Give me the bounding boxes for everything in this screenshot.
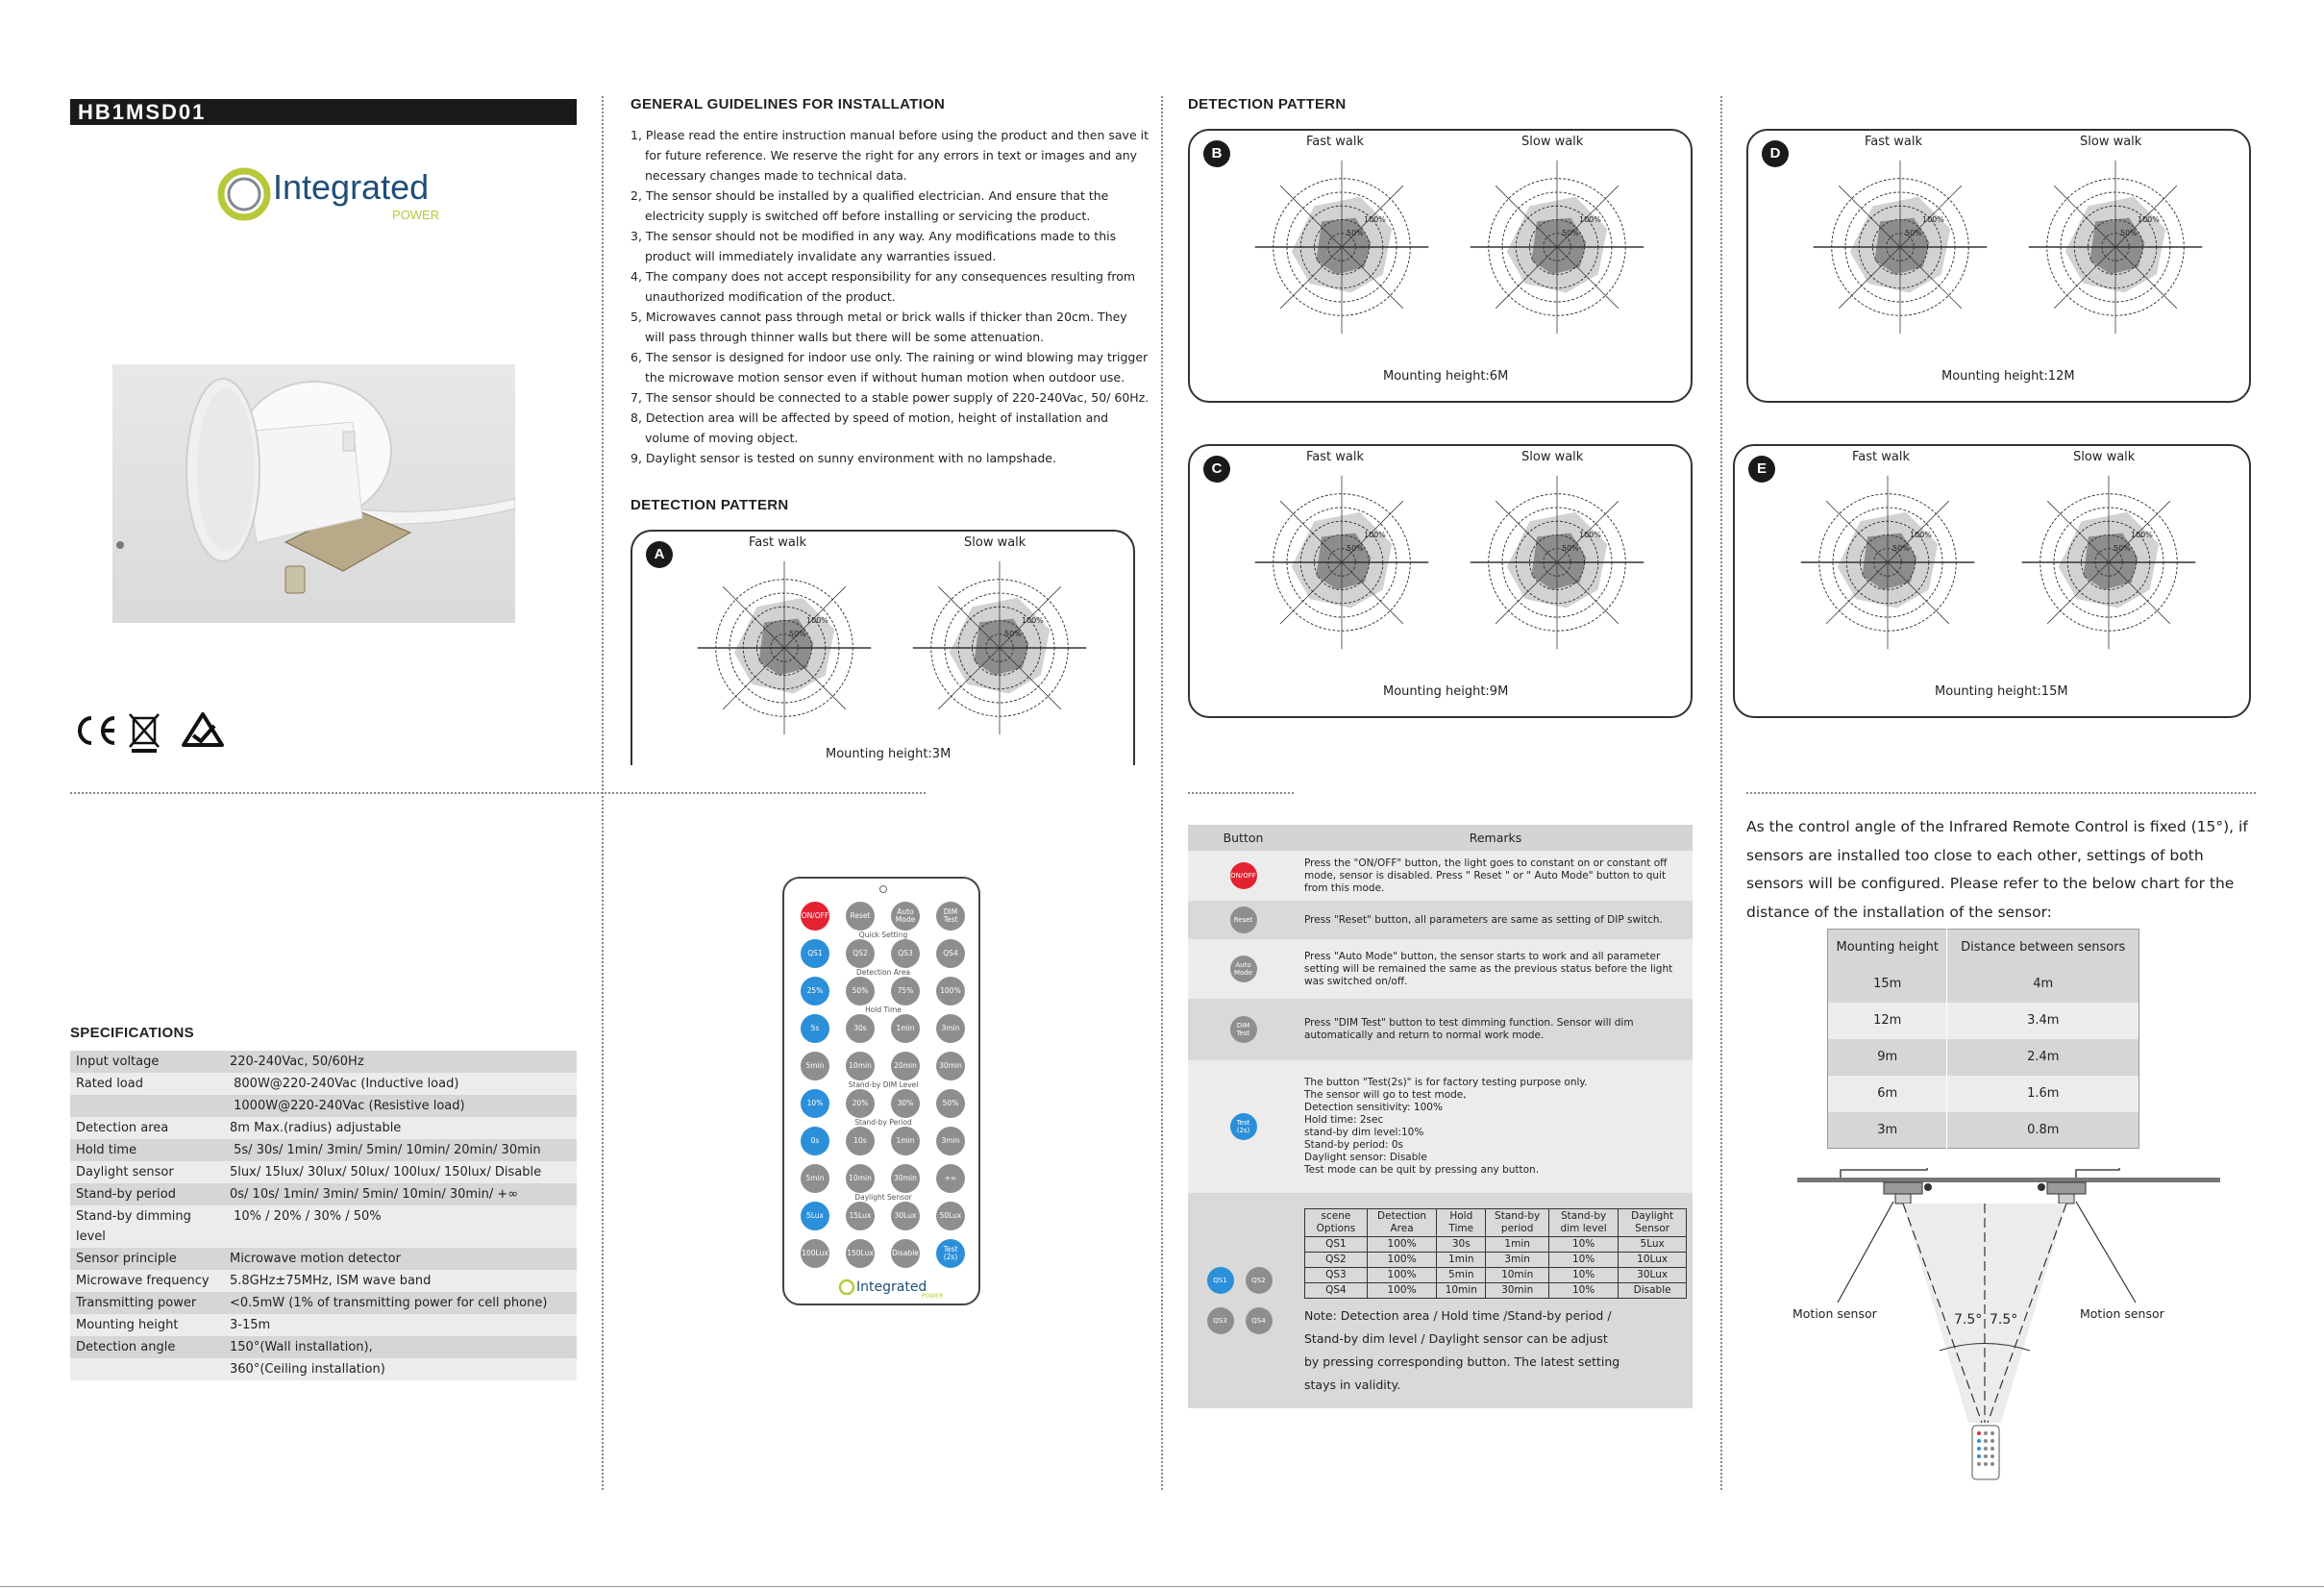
scene-row: [1305, 1237, 1687, 1253]
slow-walk-label: Slow walk: [2080, 135, 2142, 149]
remote-button[interactable]: QS4: [936, 939, 965, 968]
angle-label-left: 7.5°: [1954, 1312, 1983, 1328]
mounting-height-cell: 9m: [1828, 1039, 1947, 1076]
remote-button[interactable]: 5s: [801, 1014, 829, 1043]
reset-button[interactable]: Reset: [1230, 906, 1257, 933]
fold-line-h-right: [1746, 792, 2256, 794]
scene-cell: 10%: [1548, 1253, 1618, 1268]
polar-diagram: [1796, 471, 1979, 654]
reset-remark: Press "Reset" button, all parameters are same as setting of DIP switch.: [1298, 901, 1693, 939]
spec-value: Microwave motion detector: [224, 1248, 577, 1270]
slow-walk-label: Slow walk: [2073, 450, 2136, 464]
polar-diagram: [1466, 471, 1648, 654]
scene-cell: 5Lux: [1619, 1237, 1687, 1253]
distance-row: [1828, 1039, 2139, 1076]
guideline-item: 1, Please read the entire instruction manual before using the product and then save it for future reference. We reserve the right for any errors in text or images and any necessary changes made to technical data.: [630, 128, 1149, 183]
guideline-item: 5, Microwaves cannot pass through metal or brick walls if thicker than 20cm. They will pass through thinner walls but there will be some attenuation.: [630, 310, 1127, 344]
remote-button[interactable]: 50Lux: [936, 1202, 965, 1230]
scene-cell: 100%: [1367, 1253, 1436, 1268]
fast-walk-label: Fast walk: [1306, 135, 1364, 149]
coverage-percent-label: 100%: [1579, 215, 1601, 224]
spec-key: Daylight sensor: [70, 1161, 224, 1183]
spec-key: Input voltage: [70, 1051, 224, 1073]
ir-emitter-icon: [879, 885, 887, 893]
test-line: Detection sensitivity: 100%: [1304, 1102, 1443, 1113]
mounting-height-label: Mounting height:12M: [1941, 369, 2075, 384]
spec-row: [70, 1161, 577, 1183]
scene-cell: 5min: [1437, 1268, 1486, 1283]
distance-row: [1828, 1003, 2139, 1039]
polar-diagram: [1250, 471, 1433, 654]
fast-walk-label: Fast walk: [1852, 450, 1910, 464]
coverage-percent-label: 50%: [1004, 630, 1022, 638]
spec-row: [70, 1292, 577, 1314]
remote-button[interactable]: 1min: [891, 1014, 920, 1043]
remote-button[interactable]: 20%: [846, 1089, 875, 1118]
scene-row: [1305, 1253, 1687, 1268]
fast-walk-pattern: [1796, 471, 1979, 654]
remote-button[interactable]: 50%: [936, 1089, 965, 1118]
guideline-item: 7, The sensor should be connected to a stable power supply of 220-240Vac, 50/ 60Hz.: [630, 390, 1150, 405]
coverage-percent-label: 100%: [1579, 531, 1601, 539]
scene-cell: 100%: [1367, 1268, 1436, 1283]
detection-pattern-heading-a: DETECTION PATTERN: [630, 497, 789, 513]
coverage-percent-label: 50%: [1892, 544, 1910, 553]
spec-value: 0s/ 10s/ 1min/ 3min/ 5min/ 10min/ 30min/ +∞: [224, 1183, 577, 1205]
spec-key: Transmitting power: [70, 1292, 224, 1314]
distance-cell: 1.6m: [1947, 1076, 2139, 1112]
test-line: stand-by dim level:10%: [1304, 1127, 1424, 1138]
coverage-percent-label: 100%: [1364, 215, 1386, 224]
pattern-letter-badge: B: [1203, 140, 1230, 167]
scene-header: Stand-by period: [1486, 1209, 1549, 1237]
scene-cell: 100%: [1367, 1237, 1436, 1253]
remote-section-label: Daylight Sensor: [854, 1193, 912, 1202]
scene-header: Detection Area: [1367, 1209, 1436, 1237]
remote-button[interactable]: 5Lux: [801, 1202, 829, 1230]
logo-ring-icon: [213, 161, 279, 227]
spec-value: 3-15m: [224, 1314, 577, 1336]
remote-button[interactable]: 15Lux: [846, 1202, 875, 1230]
spec-value: <0.5mW (1% of transmitting power for cell phone): [224, 1292, 577, 1314]
remote-button[interactable]: 20min: [891, 1052, 920, 1080]
remote-button[interactable]: 3min: [936, 1127, 965, 1155]
remote-button[interactable]: 75%: [891, 977, 920, 1006]
fast-walk-label: Fast walk: [749, 535, 806, 550]
weee-bin-icon: [130, 714, 159, 753]
scene-header: Hold Time: [1437, 1209, 1486, 1237]
remote-button[interactable]: Auto Mode: [891, 902, 920, 931]
spec-value: 8m Max.(radius) adjustable: [224, 1117, 577, 1139]
detection-pattern-heading: DETECTION PATTERN: [1188, 96, 1347, 112]
remote-button[interactable]: 10min: [846, 1052, 875, 1080]
pattern-box-b: [1188, 129, 1693, 403]
coverage-percent-label: 100%: [1910, 531, 1932, 539]
remote-button[interactable]: 30min: [891, 1164, 920, 1193]
model-title: HB1MSD01: [70, 99, 577, 125]
spec-row: [70, 1051, 577, 1073]
test-2s-button[interactable]: Test (2s): [1230, 1113, 1257, 1140]
slow-walk-pattern: [2017, 471, 2200, 654]
remote-logo-ring-icon: [837, 1278, 856, 1297]
spec-value: 220-240Vac, 50/60Hz: [224, 1051, 577, 1073]
spec-row: [70, 1248, 577, 1270]
slow-walk-pattern: [2024, 156, 2207, 338]
guideline-item: 3, The sensor should not be modified in any way. Any modifications made to this product will immediately invalidate any warranties issued.: [630, 229, 1117, 263]
mounting-height-label: Mounting height:6M: [1383, 369, 1509, 384]
distance-table: [1827, 929, 2139, 1149]
coverage-percent-label: 50%: [1347, 229, 1364, 237]
coverage-percent-label: 100%: [806, 616, 828, 625]
qs3-button[interactable]: QS3: [1207, 1307, 1234, 1334]
qs1-button[interactable]: QS1: [1207, 1267, 1234, 1294]
fold-line-3: [1720, 96, 1722, 1490]
remote-section-label: Detection Area: [855, 968, 911, 977]
remote-button[interactable]: Test (2s): [936, 1239, 965, 1268]
scene-header: scene Options: [1305, 1209, 1368, 1237]
remote-button[interactable]: Disable: [891, 1239, 920, 1268]
pattern-letter-badge: D: [1762, 140, 1789, 167]
remote-button[interactable]: 150Lux: [846, 1239, 875, 1268]
remote-button[interactable]: 100%: [936, 977, 965, 1006]
remote-button[interactable]: 30s: [846, 1014, 875, 1043]
distance-row: [1828, 1112, 2139, 1149]
remote-button[interactable]: QS3: [891, 939, 920, 968]
angle-label-right: 7.5°: [1990, 1312, 2018, 1328]
scene-cell: QS3: [1305, 1268, 1368, 1283]
scene-cell: 10min: [1486, 1268, 1549, 1283]
remote-section-label: Stand-by Period: [854, 1118, 912, 1127]
specifications-table: [70, 1051, 577, 1380]
remote-button[interactable]: 100Lux: [801, 1239, 829, 1268]
fast-walk-pattern: [1250, 471, 1433, 654]
remote-button[interactable]: 50%: [846, 977, 875, 1006]
scene-cell: 10%: [1548, 1268, 1618, 1283]
scene-cell: 30s: [1437, 1237, 1486, 1253]
spec-row: [70, 1183, 577, 1205]
remote-button[interactable]: QS1: [801, 939, 829, 968]
spec-value: 5.8GHz±75MHz, ISM wave band: [224, 1270, 577, 1292]
fold-line-h-mid: [1188, 792, 1294, 794]
coverage-percent-label: 50%: [1347, 544, 1364, 553]
scene-cell: 30Lux: [1619, 1268, 1687, 1283]
remote-section-label: Stand-by DIM Level: [848, 1080, 919, 1089]
test-line: Hold time: 2sec: [1304, 1114, 1384, 1126]
onoff-remark: Press the "ON/OFF" button, the light goes to constant on or constant off mode, sensor is disabled. Press " Reset " or " Auto Mode" button to quit from this mode.: [1298, 851, 1693, 901]
test-line: Stand-by period: 0s: [1304, 1139, 1404, 1151]
scene-cell: 100%: [1367, 1283, 1436, 1299]
remarks-col-header: Remarks: [1298, 825, 1693, 851]
left-sensor-icon: [1884, 1182, 1932, 1204]
remote-button[interactable]: +∞: [936, 1164, 965, 1193]
pattern-box-a: [630, 530, 1135, 765]
scene-header: Stand-by dim level: [1548, 1209, 1618, 1237]
scene-cell: 10min: [1437, 1283, 1486, 1299]
specifications-heading: SPECIFICATIONS: [70, 1025, 194, 1041]
spec-key: Sensor principle: [70, 1248, 224, 1270]
mounting-height-cell: 6m: [1828, 1076, 1947, 1112]
distance-row: [1828, 966, 2139, 1003]
button-col-header: Button: [1188, 825, 1298, 851]
spec-key: Stand-by period: [70, 1183, 224, 1205]
fast-walk-label: Fast walk: [1865, 135, 1922, 149]
spec-row: [70, 1336, 577, 1358]
pattern-letter-badge: A: [646, 541, 673, 568]
fast-walk-pattern: [1809, 156, 1991, 338]
distance-cell: 0.8m: [1947, 1112, 2139, 1149]
distance-row: [1828, 1076, 2139, 1112]
spec-key: Detection area: [70, 1117, 224, 1139]
remote-button[interactable]: 3min: [936, 1014, 965, 1043]
scene-cell: 3min: [1486, 1253, 1549, 1268]
spec-row: [70, 1205, 577, 1248]
coverage-percent-label: 50%: [2114, 544, 2131, 553]
pattern-box-e: [1733, 444, 2251, 718]
remote-logo: [837, 1277, 944, 1300]
polar-diagram: [2024, 156, 2207, 338]
slow-walk-label: Slow walk: [964, 535, 1026, 550]
remote-button[interactable]: Reset: [846, 902, 875, 931]
qs4-button[interactable]: QS4: [1246, 1307, 1273, 1334]
scene-cell: QS2: [1305, 1253, 1368, 1268]
mounting-height-label: Mounting height:9M: [1383, 684, 1509, 699]
guideline-item: 4, The company does not accept responsibility for any consequences resulting from unauthorized modification of the product.: [630, 269, 1136, 304]
fold-line-2: [1161, 96, 1163, 1490]
scene-cell: 30min: [1486, 1283, 1549, 1299]
spec-key: Stand-by dimming level: [70, 1205, 224, 1248]
logo-subtext: POWER: [392, 208, 440, 222]
remote-mini-icon: [1972, 1426, 1999, 1479]
remote-button[interactable]: 5min: [801, 1052, 829, 1080]
distance-header: Distance between sensors: [1947, 930, 2139, 966]
polar-diagram: [693, 557, 876, 739]
remote-section-label: Quick Setting: [858, 931, 908, 939]
pattern-letter-badge: E: [1748, 456, 1775, 483]
distance-cell: 4m: [1947, 966, 2139, 1003]
guidelines-list: [630, 125, 1150, 468]
spec-value: 5lux/ 15lux/ 30lux/ 50lux/ 100lux/ 150lux/ Disable: [224, 1161, 577, 1183]
mounting-height-cell: 12m: [1828, 1003, 1947, 1039]
mounting-height-cell: 3m: [1828, 1112, 1947, 1149]
polar-diagram: [1250, 156, 1433, 338]
test-line: Test mode can be quit by pressing any button.: [1304, 1164, 1540, 1176]
dim-test-remark: Press "DIM Test" button to test dimming function. Sensor will dim automatically and return to normal work mode.: [1298, 999, 1693, 1060]
scene-cell: 10%: [1548, 1237, 1618, 1253]
auto-mode-button[interactable]: Auto Mode: [1230, 956, 1257, 982]
spec-row: [70, 1095, 577, 1117]
slow-walk-label: Slow walk: [1521, 450, 1584, 464]
slow-walk-pattern: [908, 557, 1091, 739]
general-guidelines-heading: GENERAL GUIDELINES FOR INSTALLATION: [630, 96, 946, 112]
scene-header: Daylight Sensor: [1619, 1209, 1687, 1237]
scene-cell: Disable: [1619, 1283, 1687, 1299]
spec-key: Rated load: [70, 1073, 224, 1095]
onoff-button[interactable]: ON/OFF: [1230, 862, 1257, 889]
spec-value: 1000W@220-240Vac (Resistive load): [224, 1095, 577, 1117]
coverage-percent-label: 50%: [1562, 544, 1579, 553]
test-line: Daylight sensor: Disable: [1304, 1152, 1427, 1163]
spec-key: Detection angle: [70, 1336, 224, 1358]
guideline-item: 8, Detection area will be affected by speed of motion, height of installation and volume of moving object.: [630, 410, 1109, 445]
remote-logo-subtext: POWER: [922, 1293, 944, 1300]
right-sensor-icon: [2038, 1182, 2086, 1204]
distance-intro: As the control angle of the Infrared Remote Control is fixed (15°), if sensors are installed too close to each other, settings of both sensors will be configured. Please refer to the below chart for the distance of the installation of the sensor:: [1746, 818, 2248, 921]
remote-button[interactable]: 1min: [891, 1127, 920, 1155]
qs2-button[interactable]: QS2: [1246, 1267, 1273, 1294]
slow-walk-pattern: [1466, 156, 1648, 338]
remote-section-label: Hold Time: [865, 1006, 902, 1014]
remote-button[interactable]: 25%: [801, 977, 829, 1006]
coverage-percent-label: 100%: [2131, 531, 2153, 539]
remote-logo-text: Integrated: [856, 1279, 927, 1295]
polar-diagram: [1809, 156, 1991, 338]
spec-value: 360°(Ceiling installation): [224, 1358, 577, 1380]
remote-control: [782, 877, 980, 1305]
slow-walk-pattern: [1466, 471, 1648, 654]
distance-cell: 2.4m: [1947, 1039, 2139, 1076]
sensor-photo-illustration: [112, 364, 515, 623]
remote-button[interactable]: 10min: [846, 1164, 875, 1193]
remote-button[interactable]: QS2: [846, 939, 875, 968]
spec-row: [70, 1314, 577, 1336]
test-line: The sensor will go to test mode,: [1304, 1089, 1467, 1101]
test-2s-remark: [1298, 1060, 1693, 1193]
polar-diagram: [2017, 471, 2200, 654]
installation-diagram: [1788, 1168, 2230, 1485]
test-line: The button "Test(2s)" is for factory testing purpose only.: [1304, 1077, 1588, 1088]
remote-button[interactable]: 10%: [801, 1089, 829, 1118]
pattern-box-d: [1746, 129, 2251, 403]
certification-marks: [70, 707, 243, 755]
motion-sensor-label-left: Motion sensor: [1792, 1306, 1877, 1321]
scene-cell: 10%: [1548, 1283, 1618, 1299]
coverage-percent-label: 50%: [789, 630, 806, 638]
remote-button[interactable]: DIM Test: [936, 902, 965, 931]
scene-cell: QS1: [1305, 1237, 1368, 1253]
polar-diagram: [908, 557, 1091, 739]
scene-row: [1305, 1268, 1687, 1283]
mounting-height-label: Mounting height:15M: [1935, 684, 2068, 699]
remote-button[interactable]: 30%: [891, 1089, 920, 1118]
spec-value: 5s/ 30s/ 1min/ 3min/ 5min/ 10min/ 20min/ 30min: [224, 1139, 577, 1161]
auto-mode-remark: Press "Auto Mode" button, the sensor starts to work and all parameter setting will be remained the same as the previous status before the light was switched on/off.: [1298, 939, 1693, 999]
spec-value: 10% / 20% / 30% / 50%: [224, 1205, 577, 1248]
mounting-height-cell: 15m: [1828, 966, 1947, 1003]
remote-button[interactable]: ON/OFF: [801, 902, 829, 931]
guideline-item: 2, The sensor should be installed by a qualified electrician. And ensure that the electricity supply is switched off before installing or servicing the product.: [630, 188, 1109, 223]
product-photo: [112, 364, 515, 623]
brand-logo: [213, 161, 463, 229]
mounting-height-label: Mounting height:3M: [826, 747, 952, 761]
spec-row: [70, 1139, 577, 1161]
fast-walk-pattern: [693, 557, 876, 739]
spec-row: [70, 1358, 577, 1380]
polar-diagram: [1466, 156, 1648, 338]
coverage-percent-label: 100%: [1022, 616, 1044, 625]
dim-test-button[interactable]: DIM Test: [1230, 1016, 1257, 1043]
mounting-height-header: Mounting height: [1828, 930, 1947, 966]
slow-walk-label: Slow walk: [1521, 135, 1584, 149]
spec-value: 150°(Wall installation),: [224, 1336, 577, 1358]
pattern-letter-badge: C: [1203, 456, 1230, 483]
scene-options-table: [1304, 1208, 1687, 1299]
quick-setting-note: Note: Detection area / Hold time /Stand-by period / Stand-by dim level / Daylight sensor can be adjust by pressing corresponding button. The latest setting stays in validity.: [1304, 1308, 1620, 1392]
bottom-edge: [0, 1586, 2324, 1587]
spec-key: Hold time: [70, 1139, 224, 1161]
button-remarks-table: [1188, 825, 1693, 1408]
spec-value: 800W@220-240Vac (Inductive load): [224, 1073, 577, 1095]
coverage-percent-label: 100%: [1364, 531, 1386, 539]
spec-key: Mounting height: [70, 1314, 224, 1336]
pattern-box-c: [1188, 444, 1693, 718]
remote-button[interactable]: 5min: [801, 1164, 829, 1193]
scene-cell: 1min: [1437, 1253, 1486, 1268]
distance-cell: 3.4m: [1947, 1003, 2139, 1039]
guideline-item: 9, Daylight sensor is tested on sunny environment with no lampshade.: [630, 451, 1056, 465]
coverage-percent-label: 100%: [1922, 215, 1944, 224]
spec-key: [70, 1095, 224, 1117]
coverage-percent-label: 50%: [1905, 229, 1922, 237]
scene-cell: 10Lux: [1619, 1253, 1687, 1268]
scene-cell: 1min: [1486, 1237, 1549, 1253]
remote-button[interactable]: 10s: [846, 1127, 875, 1155]
fold-line-h-left: [70, 792, 926, 794]
guideline-item: 6, The sensor is designed for indoor use only. The raining or wind blowing may trigger the microwave motion sensor even if without human motion when outdoor use.: [630, 350, 1149, 385]
remote-button[interactable]: 30Lux: [891, 1202, 920, 1230]
remote-button[interactable]: 30min: [936, 1052, 965, 1080]
rcm-mark-icon: [184, 714, 222, 745]
coverage-percent-label: 50%: [1562, 229, 1579, 237]
quick-setting-remark: [1298, 1193, 1693, 1408]
motion-sensor-label-right: Motion sensor: [2080, 1306, 2164, 1321]
fast-walk-label: Fast walk: [1306, 450, 1364, 464]
spec-row: [70, 1073, 577, 1095]
logo-text: Integrated: [273, 167, 430, 207]
remote-button[interactable]: 0s: [801, 1127, 829, 1155]
fast-walk-pattern: [1250, 156, 1433, 338]
scene-cell: QS4: [1305, 1283, 1368, 1299]
ce-mark-icon: [80, 718, 114, 743]
spec-key: [70, 1358, 224, 1380]
coverage-percent-label: 50%: [2120, 229, 2138, 237]
coverage-percent-label: 100%: [2138, 215, 2160, 224]
spec-key: Microwave frequency: [70, 1270, 224, 1292]
scene-row: [1305, 1283, 1687, 1299]
spec-row: [70, 1117, 577, 1139]
spec-row: [70, 1270, 577, 1292]
